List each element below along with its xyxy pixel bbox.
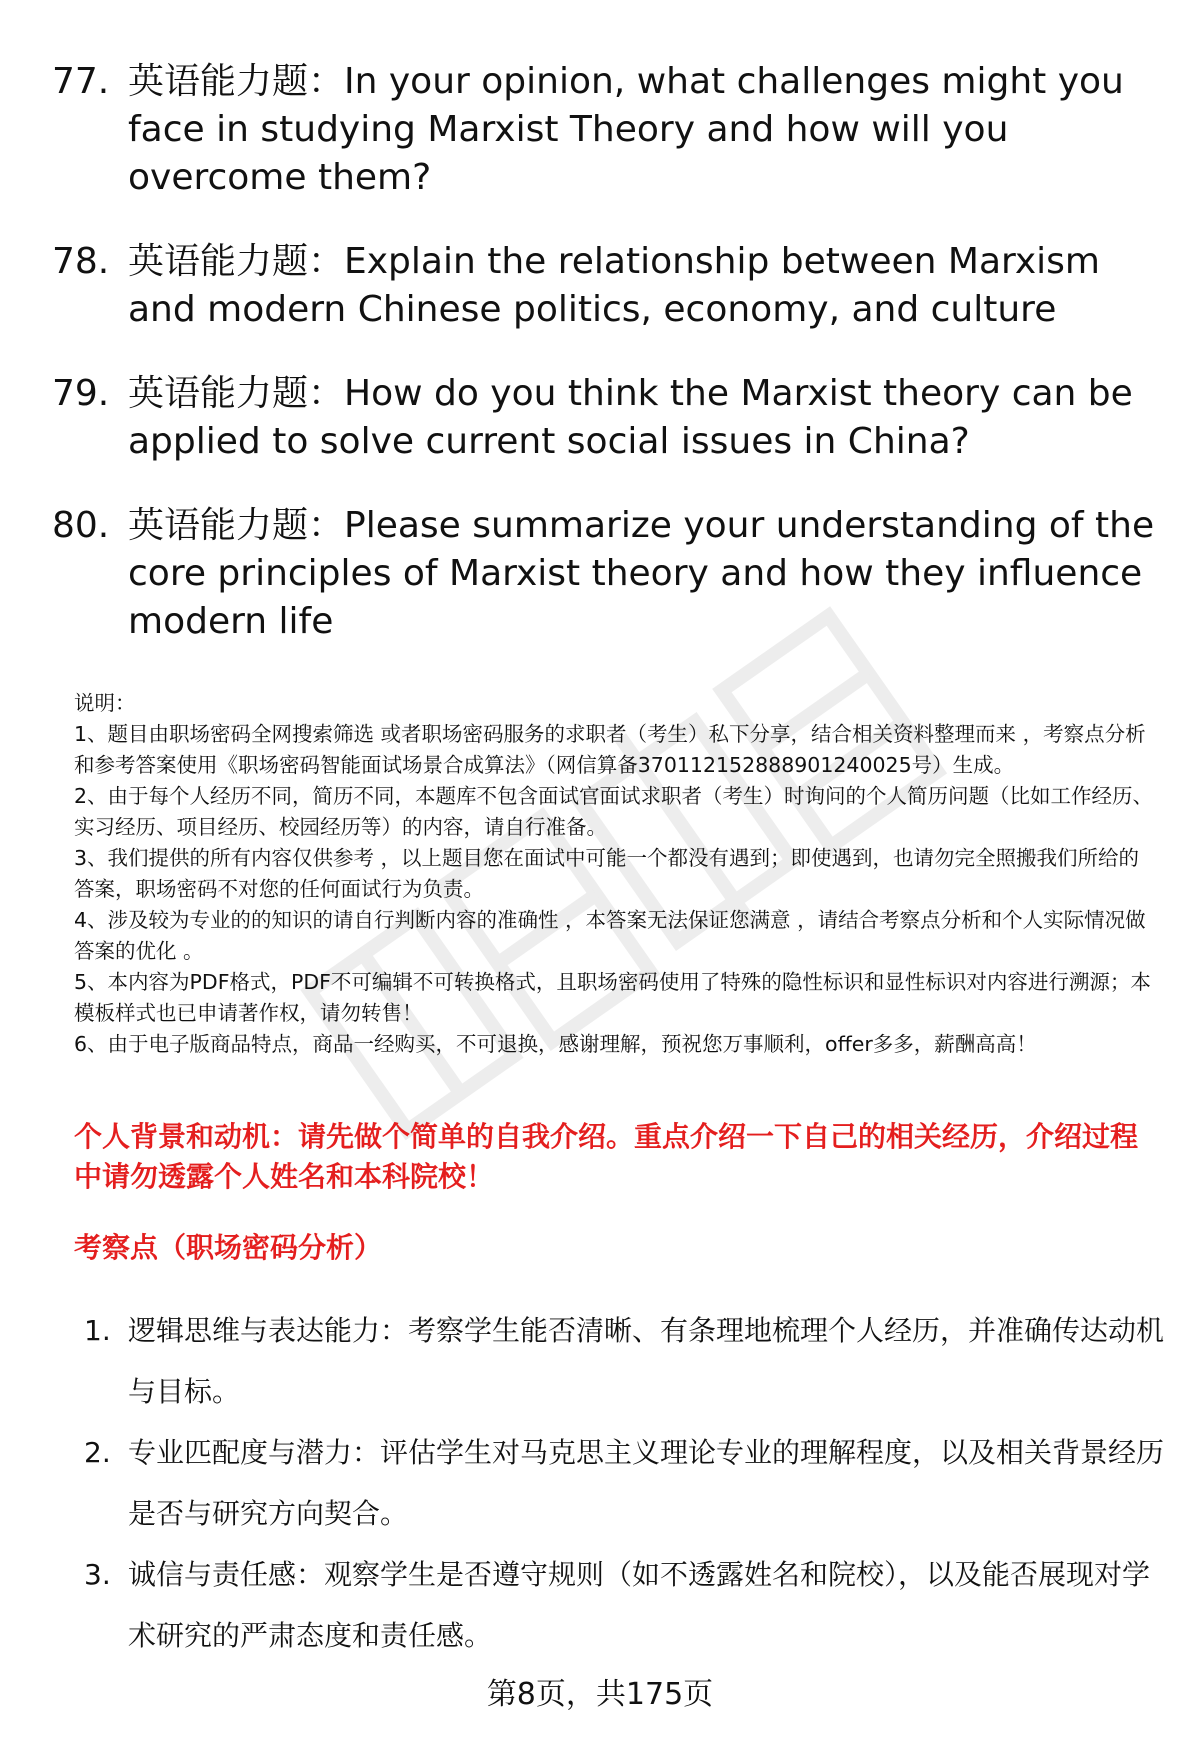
question-item bbox=[52, 238, 1162, 334]
point-number: 2. bbox=[84, 1436, 111, 1469]
assessment-points-list bbox=[84, 1300, 1164, 1666]
question-text: 英语能力题：How do you think the Marxist theory can be applied to solve current social issues in China? bbox=[128, 373, 1133, 462]
point-text: 诚信与责任感：观察学生是否遵守规则（如不透露姓名和院校），以及能否展现对学术研究的严肃态度和责任感。 bbox=[128, 1558, 1151, 1652]
notes-heading: 说明： bbox=[74, 691, 136, 715]
question-list bbox=[52, 58, 1162, 682]
page-number: 第8页，共175页 bbox=[486, 1677, 714, 1712]
list-item bbox=[84, 1422, 1164, 1544]
question-text: 英语能力题：In your opinion, what challenges might you face in studying Marxist Theory and how will you overcome them? bbox=[128, 61, 1124, 198]
point-text: 专业匹配度与潜力：评估学生对马克思主义理论专业的理解程度，以及相关背景经历是否与研究方向契合。 bbox=[128, 1436, 1165, 1530]
question-item bbox=[52, 58, 1162, 202]
notes-block bbox=[74, 688, 1159, 1060]
question-number: 79. bbox=[52, 373, 110, 414]
note-item: 4、涉及较为专业的的知识的请自行判断内容的准确性 ，本答案无法保证您满意 ，请结合考察点分析和个人实际情况做答案的优化 。 bbox=[74, 908, 1146, 963]
question-item bbox=[52, 502, 1162, 646]
list-item bbox=[84, 1544, 1164, 1666]
note-item: 6、由于电子版商品特点，商品一经购买，不可退换，感谢理解，预祝您万事顺利，offer多多，薪酬高高！ bbox=[74, 1032, 1037, 1056]
note-item: 2、由于每个人经历不同，简历不同，本题库不包含面试官面试求职者（考生）时询问的个人简历问题（比如工作经历、实习经历、项目经历、校园经历等）的内容，请自行准备。 bbox=[74, 784, 1154, 839]
section-title: 考察点（职场密码分析） bbox=[74, 1231, 383, 1264]
note-item: 3、我们提供的所有内容仅供参考 ，以上题目您在面试中可能一个都没有遇到；即使遇到，也请勿完全照搬我们所给的答案，职场密码不对您的任何面试行为负责。 bbox=[74, 846, 1140, 901]
question-text: 英语能力题：Explain the relationship between Marxism and modern Chinese politics, economy, and culture bbox=[128, 241, 1101, 330]
question-text: 英语能力题：Please summarize your understanding of the core principles of Marxist theory and how they influence modern life bbox=[128, 505, 1155, 642]
note-item: 5、本内容为PDF格式，PDF不可编辑不可转换格式，且职场密码使用了特殊的隐性标识和显性标识对内容进行溯源；本模板样式也已申请著作权，请勿转售！ bbox=[74, 970, 1151, 1025]
note-item: 1、题目由职场密码全网搜索筛选 或者职场密码服务的求职者（考生）私下分享，结合相关资料整理而来 ，考察点分析和参考答案使用《职场密码智能面试场景合成算法》（网信算备370112152888901240025号）生成。 bbox=[74, 722, 1146, 777]
question-number: 80. bbox=[52, 505, 110, 546]
list-item bbox=[84, 1300, 1164, 1422]
point-text: 逻辑思维与表达能力：考察学生能否清晰、有条理地梳理个人经历，并准确传达动机与目标。 bbox=[128, 1314, 1165, 1408]
point-number: 1. bbox=[84, 1314, 111, 1347]
interview-question-heading: 个人背景和动机：请先做个简单的自我介绍。重点介绍一下自己的相关经历，介绍过程中请勿透露个人姓名和本科院校！ bbox=[74, 1120, 1139, 1193]
question-number: 77. bbox=[52, 61, 110, 102]
question-number: 78. bbox=[52, 241, 110, 282]
point-number: 3. bbox=[84, 1558, 111, 1591]
question-item bbox=[52, 370, 1162, 466]
